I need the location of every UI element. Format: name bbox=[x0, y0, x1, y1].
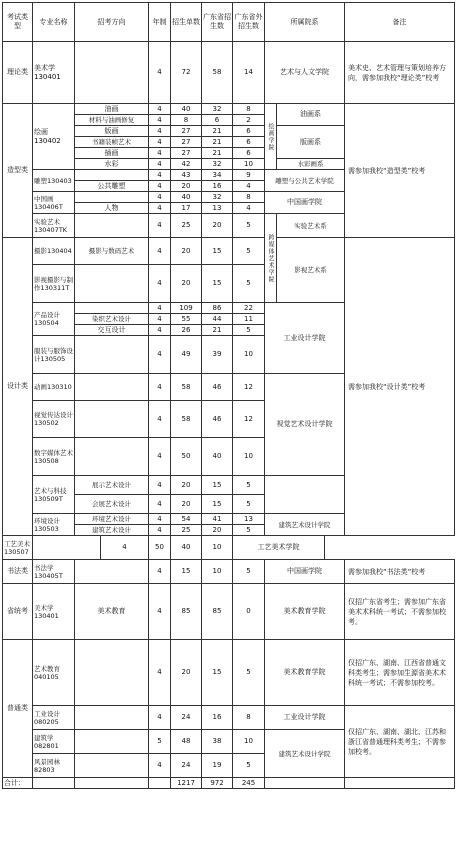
total-out: 245 bbox=[233, 778, 265, 789]
row-art-tech-expo: 会展艺术设计 4 20 15 5 bbox=[3, 495, 455, 514]
row-painting-illus: 插画 4 27 21 6 bbox=[3, 148, 455, 159]
major-name: 风景园林82803 bbox=[33, 754, 75, 778]
major-name: 实验艺术130407TK bbox=[33, 214, 75, 238]
header-major: 专业名称 bbox=[33, 3, 75, 42]
remark-cell: 仅招广东、湖南、江西省普通文科类考生；需参加生源省美术术科统一考试；不需参加校考。 bbox=[345, 640, 455, 706]
college-name: 雕塑与公共艺术学院 bbox=[265, 170, 345, 192]
row-painting-book: 书籍装帧艺术 4 27 21 6 bbox=[3, 137, 455, 148]
row-painting-oil: 造型类 绘画130402 油画 4 40 32 8 绘画学院 油画系 需参加我校“造型类”校考 bbox=[3, 104, 455, 115]
college-name: 工业设计学院 bbox=[265, 303, 345, 374]
row-textile: 染织艺术设计 4 55 44 11 bbox=[3, 314, 455, 325]
college-name: 美术教育学院 bbox=[265, 640, 345, 706]
cat-design: 设计类 bbox=[3, 238, 33, 536]
major-name: 数字媒体艺术130508 bbox=[33, 438, 75, 476]
row-painting-watercolor: 水彩 4 42 32 10 水彩画系 bbox=[3, 159, 455, 170]
header-row bbox=[3, 3, 455, 42]
row-interaction: 交互设计 4 26 21 5 bbox=[3, 325, 455, 336]
college-name: 建筑艺术设计学院 bbox=[265, 514, 345, 536]
major-name: 工艺美术130507 bbox=[3, 536, 33, 560]
header-category: 考试类型 bbox=[3, 3, 33, 42]
row-ind-design: 工业设计080205 4 24 16 8 工业设计学院 仅招广东、湖南、湖北、江苏和浙江省普通理科类考生；不需参加校考。 bbox=[3, 706, 455, 730]
enrollment-table-sheet bbox=[2, 2, 454, 789]
remark-cell: 美术史、艺术管理与策划培养方向，需参加我校“理论类”校考 bbox=[345, 42, 455, 104]
college-name: 艺术与人文学院 bbox=[265, 42, 345, 104]
row-art-tech-display: 艺术与科技130509T 展示艺术设计 4 20 15 5 bbox=[3, 476, 455, 495]
row-photo: 设计类 摄影130404 摄影与数码艺术 4 20 15 5 影视艺术系 需参加我校“设计类”校考 bbox=[3, 238, 455, 265]
header-years: 年制 bbox=[149, 3, 171, 42]
major-name: 艺术与科技130509T bbox=[33, 476, 75, 514]
total-plan: 1217 bbox=[171, 778, 202, 789]
college-name: 美术教育学院 bbox=[265, 584, 345, 640]
header-plan: 招生单数 bbox=[171, 3, 202, 42]
college-name: 跨媒体艺术学院 bbox=[265, 214, 277, 303]
header-gd-out: 广东省外招生数 bbox=[233, 3, 265, 42]
college-name: 建筑艺术设计学院 bbox=[265, 730, 345, 778]
header-remark: 备注 bbox=[345, 3, 455, 42]
enrollment-table bbox=[2, 2, 455, 789]
major-name: 动画130310 bbox=[33, 374, 75, 401]
major-name: 环境设计130503 bbox=[33, 514, 75, 536]
college-name: 中国画学院 bbox=[265, 560, 345, 584]
row-animation: 动画130310 4 58 46 12 视觉艺术设计学院 bbox=[3, 374, 455, 401]
remark-cell: 需参加我校“书法类”校考 bbox=[345, 560, 455, 584]
remark-cell: 仅招广东、湖南、湖北、江苏和浙江省普通理科类考生；不需参加校考。 bbox=[345, 706, 455, 778]
remark-cell: 仅招广东省考生；需参加广东省美术术科统一考试；不需参加校考。 bbox=[345, 584, 455, 640]
row-fashion: 服装与服饰设计130505 4 49 39 10 bbox=[3, 336, 455, 374]
total-gd: 972 bbox=[202, 778, 233, 789]
major-name: 雕塑130403 bbox=[33, 170, 75, 192]
major-name: 绘画130402 bbox=[33, 104, 75, 170]
major-name: 视觉传达设计130502 bbox=[33, 401, 75, 438]
row-art-edu: 普通类 艺术教育040105 4 20 15 5 美术教育学院 仅招广东、湖南、江西省普通文科类考生；需参加生源省美术术科统一考试；不需参加校考。 bbox=[3, 640, 455, 706]
row-provincial: 省统考 美术学130401 美术教育 4 85 85 0 美术教育学院 仅招广东省考生；需参加广东省美术术科统一考试；不需参加校考。 bbox=[3, 584, 455, 640]
major-name: 服装与服饰设计130505 bbox=[33, 336, 75, 374]
row-sculpture: 雕塑130403 4 43 34 9 雕塑与公共艺术学院 bbox=[3, 170, 455, 181]
major-name: 中国画130406T bbox=[33, 192, 75, 214]
row-env-arch: 建筑艺术设计 4 25 20 5 bbox=[3, 525, 455, 536]
major-name: 产品设计130504 bbox=[33, 303, 75, 336]
major-name: 艺术教育040105 bbox=[33, 640, 75, 706]
row-theory: 理论类 美术学130401 4 72 58 14 艺术与人文学院 美术史、艺术管理与策划培养方向，需参加我校“理论类”校考 bbox=[3, 42, 455, 104]
remark-cell: 需参加我校“设计类”校考 bbox=[345, 238, 455, 536]
row-craft: 工艺美术130507 4 50 40 10 工艺美术学院 bbox=[3, 536, 455, 560]
major-name: 影视摄影与制作130311T bbox=[33, 265, 75, 303]
major-name: 书法学130405T bbox=[33, 560, 75, 584]
row-digital: 数字媒体艺术130508 4 50 40 10 bbox=[3, 438, 455, 476]
major-name: 建筑学082801 bbox=[33, 730, 75, 754]
row-public-art: 公共雕塑 4 20 16 4 bbox=[3, 181, 455, 192]
row-total bbox=[3, 778, 455, 789]
cat-theory: 理论类 bbox=[3, 42, 33, 104]
cat-calligraphy: 书法类 bbox=[3, 560, 33, 584]
row-product: 产品设计130504 4 109 86 22 工业设计学院 bbox=[3, 303, 455, 314]
header-gd-in: 广东省招生数 bbox=[202, 3, 233, 42]
header-college: 所属院系 bbox=[265, 3, 345, 42]
college-name: 中国画学院 bbox=[265, 192, 345, 214]
college-name: 绘画学院 bbox=[265, 104, 277, 170]
row-visual: 视觉传达设计130502 4 58 46 12 bbox=[3, 401, 455, 438]
cat-fine: 造型类 bbox=[3, 104, 33, 238]
header-direction: 招考方向 bbox=[75, 3, 149, 42]
major-name: 美术学130401 bbox=[33, 42, 75, 104]
major-name: 工业设计080205 bbox=[33, 706, 75, 730]
row-architecture: 建筑学082801 5 48 38 10 建筑艺术设计学院 bbox=[3, 730, 455, 754]
college-name: 视觉艺术设计学院 bbox=[265, 374, 345, 476]
row-landscape: 风景园林82803 4 24 19 5 bbox=[3, 754, 455, 778]
row-film: 影视摄影与制作130311T 4 20 15 5 bbox=[3, 265, 455, 303]
college-name: 工业设计学院 bbox=[265, 706, 345, 730]
row-chinese-painting: 中国画130406T 4 40 32 8 中国画学院 bbox=[3, 192, 455, 203]
row-painting-print: 版画 4 27 21 6 版画系 bbox=[3, 126, 455, 137]
row-calligraphy: 书法类 书法学130405T 4 15 10 5 中国画学院 需参加我校“书法类”校考 bbox=[3, 560, 455, 584]
college-name: 工艺美术学院 bbox=[233, 536, 325, 560]
row-env-art: 环境设计130503 环境艺术设计 4 54 41 13 建筑艺术设计学院 bbox=[3, 514, 455, 525]
cat-provincial: 省统考 bbox=[3, 584, 33, 640]
cat-general: 普通类 bbox=[3, 640, 33, 778]
row-experimental: 实验艺术130407TK 4 25 20 5 跨媒体艺术学院 实验艺术系 bbox=[3, 214, 455, 238]
remark-cell: 需参加我校“造型类”校考 bbox=[345, 104, 455, 238]
major-name: 摄影130404 bbox=[33, 238, 75, 265]
total-label: 合计： bbox=[3, 778, 33, 789]
row-painting-restore: 材料与油画修复 4 8 6 2 bbox=[3, 115, 455, 126]
major-name: 美术学130401 bbox=[33, 584, 75, 640]
row-figure: 人物 4 17 13 4 bbox=[3, 203, 455, 214]
